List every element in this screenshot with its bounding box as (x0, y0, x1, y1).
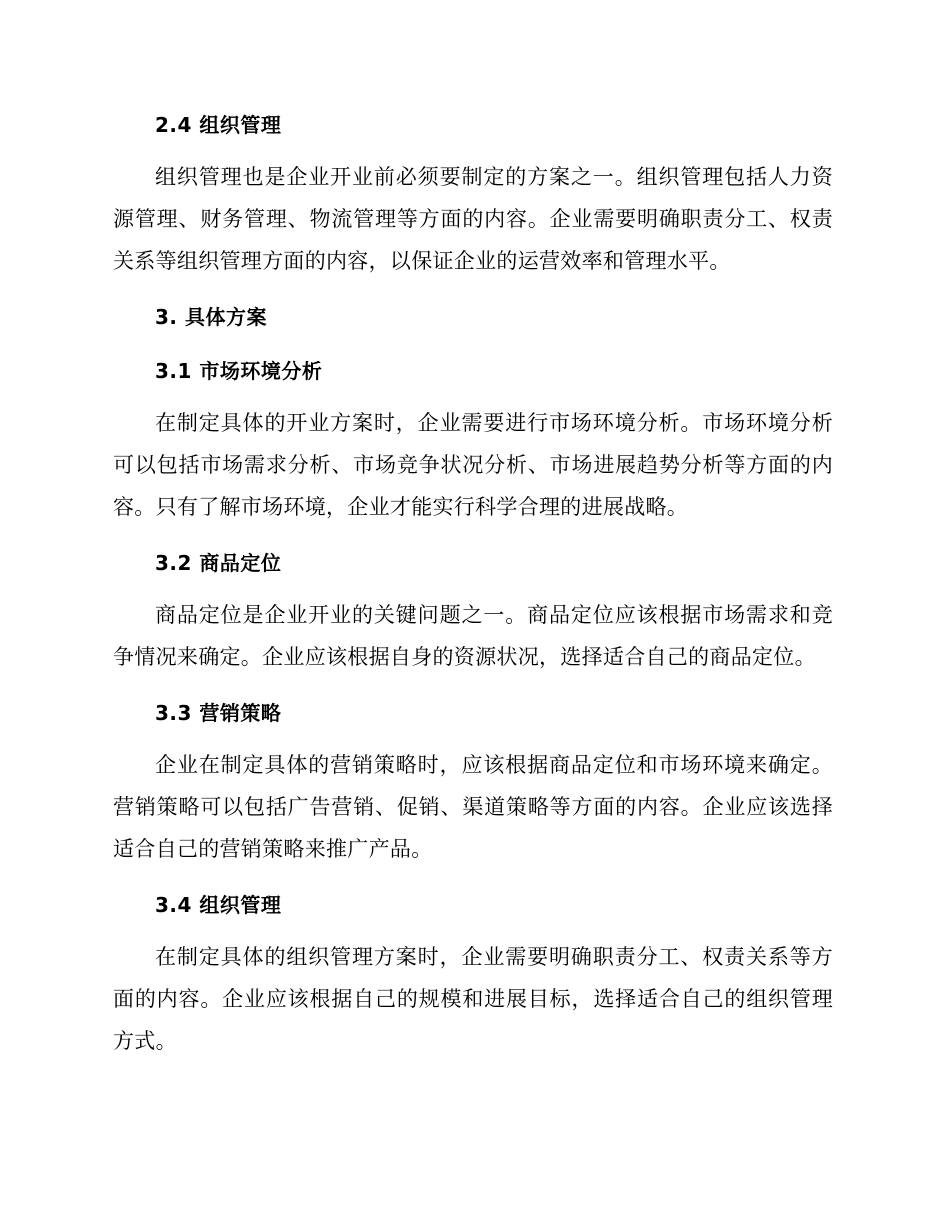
document-body (113, 102, 833, 1074)
section-paragraph-3-3: 企业在制定具体的营销策略时，应该根据商品定位和市场环境来确定。营销策略可以包括广告营销、促销、渠道策略等方面的内容。企业应该选择适合自己的营销策略来推广产品。 (113, 753, 833, 861)
section-heading-3-3: 3.3 营销策略 (155, 701, 282, 725)
section-heading-3-4: 3.4 组织管理 (155, 893, 282, 917)
section-heading-3-1: 3.1 市场环境分析 (155, 359, 323, 383)
section-heading-3-2: 3.2 商品定位 (155, 551, 282, 575)
section-heading-2-4: 2.4 组织管理 (155, 113, 282, 137)
section-paragraph-3-4: 在制定具体的组织管理方案时，企业需要明确职责分工、权责关系等方面的内容。企业应该根据自己的规模和进展目标，选择适合自己的组织管理方式。 (113, 945, 833, 1053)
section-paragraph-2-4: 组织管理也是企业开业前必须要制定的方案之一。组织管理包括人力资源管理、财务管理、物流管理等方面的内容。企业需要明确职责分工、权责关系等组织管理方面的内容，以保证企业的运营效率和管理水平。 (113, 165, 833, 273)
section-paragraph-3-1: 在制定具体的开业方案时，企业需要进行市场环境分析。市场环境分析可以包括市场需求分析、市场竞争状况分析、市场进展趋势分析等方面的内容。只有了解市场环境，企业才能实行科学合理的进展战略。 (113, 411, 833, 519)
section-heading-3: 3. 具体方案 (155, 305, 267, 329)
section-paragraph-3-2: 商品定位是企业开业的关键问题之一。商品定位应该根据市场需求和竞争情况来确定。企业应该根据自身的资源状况，选择适合自己的商品定位。 (113, 603, 833, 669)
